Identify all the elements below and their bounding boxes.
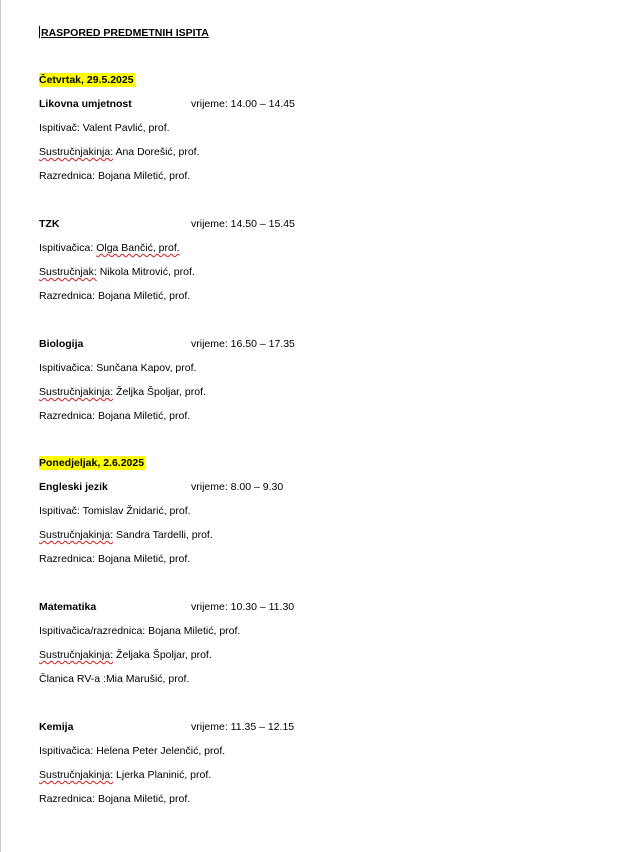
exam-time: vrijeme: 11.35 – 12.15 [191, 721, 295, 733]
exam-time: vrijeme: 8.00 – 9.30 [191, 481, 284, 493]
exam-line [39, 504, 599, 518]
role-label: Razrednica: [39, 170, 96, 182]
role-label: Sustručnjakinja: [39, 529, 114, 541]
exam-line [39, 145, 599, 159]
role-label: Sustručnjak: [39, 266, 97, 278]
exam-line [39, 672, 599, 686]
exam-block [39, 480, 599, 566]
exam-time: vrijeme: 14.00 – 14.45 [191, 98, 295, 110]
exam-subject: Matematika [39, 601, 97, 613]
role-label: Ispitivačica/razrednica: [39, 625, 146, 637]
exam-line [39, 385, 599, 399]
person-name: Valent Pavlić, prof. [82, 122, 170, 134]
role-label: Sustručnjakinja: [39, 649, 114, 661]
person-name: Tomislav Žnidarić, prof. [82, 505, 191, 517]
exam-line [39, 768, 599, 782]
exam-header [39, 337, 599, 351]
person-name: Mia Marušić, prof. [105, 673, 190, 685]
role-label: Sustručnjakinja: [39, 386, 114, 398]
document-title-text: RASPORED PREDMETNIH ISPITA [41, 27, 209, 39]
role-label: Sustručnjakinja: [39, 769, 114, 781]
role-label: Ispitivačica: [39, 362, 94, 374]
role-label: Članica RV-a : [39, 673, 106, 685]
day-heading: Četvrtak, 29.5.2025 [39, 74, 134, 86]
person-name: Bojana Miletić, prof. [97, 410, 191, 422]
role-label: Razrednica: [39, 290, 96, 302]
person-name: Bojana Miletić, prof. [97, 290, 191, 302]
person-name: Nikola Mitrović, prof. [99, 266, 195, 278]
person-name: Helena Peter Jelenčić, prof. [96, 745, 226, 757]
person-name: Sunčana Kapov, prof. [96, 362, 197, 374]
exam-line [39, 552, 599, 566]
exam-header [39, 600, 599, 614]
exam-line [39, 792, 599, 806]
role-label: Ispitivačica: [39, 745, 94, 757]
role-label: Ispitivač: [39, 122, 80, 134]
exam-block [39, 720, 599, 806]
person-name: Željaka Špoljar, prof. [116, 649, 212, 661]
person-name: Bojana Miletić, prof. [148, 625, 241, 637]
exam-line [39, 241, 599, 255]
person-name: Bojana Miletić, prof. [97, 170, 191, 182]
exam-line [39, 265, 599, 279]
exam-line [39, 528, 599, 542]
exam-header [39, 97, 599, 111]
exam-block [39, 97, 599, 183]
exam-line [39, 289, 599, 303]
person-name: Bojana Miletić, prof. [97, 553, 191, 565]
exam-subject: Engleski jezik [39, 481, 108, 493]
document-body [39, 26, 599, 806]
exam-block [39, 600, 599, 686]
exam-time: vrijeme: 14.50 – 15.45 [191, 218, 295, 230]
exam-line [39, 361, 599, 375]
spacer [39, 566, 599, 600]
exam-header [39, 217, 599, 231]
role-label: Razrednica: [39, 793, 96, 805]
person-name: Bojana Miletić, prof. [97, 793, 191, 805]
spacer [39, 303, 599, 337]
exam-subject: Likovna umjetnost [39, 98, 132, 110]
exam-line [39, 648, 599, 662]
exam-subject: TZK [39, 218, 60, 230]
exam-header [39, 480, 599, 494]
exam-subject: Biologija [39, 338, 84, 350]
day-section [39, 73, 599, 423]
page-left-edge [0, 0, 1, 852]
exam-block [39, 337, 599, 423]
role-label: Ispitivač: [39, 505, 80, 517]
spacer [39, 183, 599, 217]
person-name: Željka Špoljar, prof. [116, 386, 206, 398]
text-cursor [39, 26, 40, 38]
day-heading: Ponedjeljak, 2.6.2025 [39, 457, 145, 469]
person-name: Sandra Tardelli, prof. [116, 529, 213, 541]
role-label: Razrednica: [39, 553, 96, 565]
role-label: Sustručnjakinja: [39, 146, 114, 158]
exam-line [39, 624, 599, 638]
person-name: Olga Bančić, prof. [96, 242, 180, 254]
exam-block [39, 217, 599, 303]
exam-line [39, 409, 599, 423]
exam-line [39, 121, 599, 135]
spacer [39, 686, 599, 720]
exam-time: vrijeme: 16.50 – 17.35 [191, 338, 295, 350]
day-section [39, 456, 599, 806]
document-title [39, 26, 599, 40]
exam-subject: Kemija [39, 721, 74, 733]
exam-line [39, 169, 599, 183]
exam-time: vrijeme: 10.30 – 11.30 [191, 601, 295, 613]
person-name: Ljerka Planinić, prof. [116, 769, 212, 781]
exam-line [39, 744, 599, 758]
person-name: Ana Dorešić, prof. [115, 146, 200, 158]
role-label: Ispitivačica: [39, 242, 94, 254]
role-label: Razrednica: [39, 410, 96, 422]
exam-header [39, 720, 599, 734]
